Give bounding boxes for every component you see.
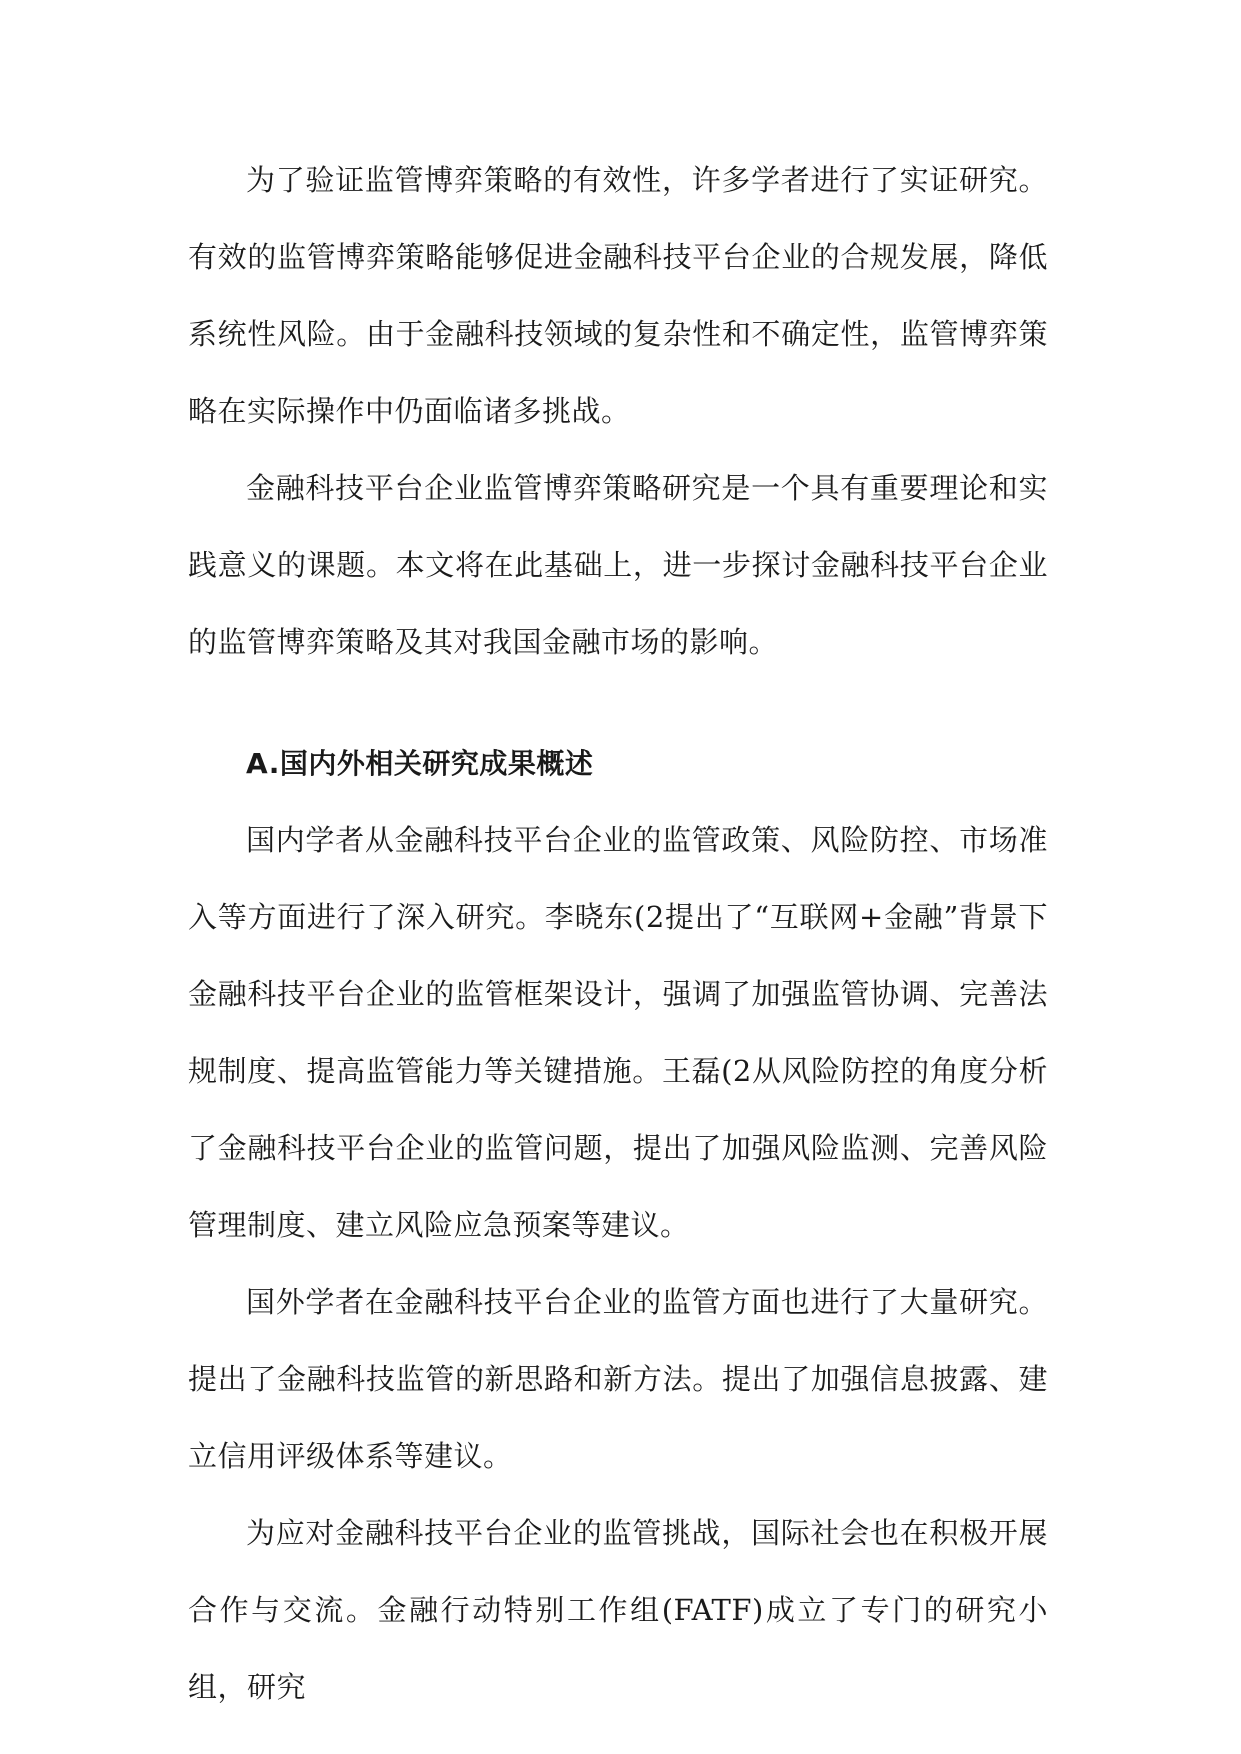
body-paragraph: 金融科技平台企业监管博弈策略研究是一个具有重要理论和实践意义的课题。本文将在此基础上，进一步探讨金融科技平台企业的监管博弈策略及其对我国金融市场的影响。 — [188, 471, 1048, 659]
body-paragraph: 国内学者从金融科技平台企业的监管政策、风险防控、市场准入等方面进行了深入研究。李晓东(2提出了“互联网+金融”背景下金融科技平台企业的监管框架设计，强调了加强监管协调、完善法规制度、提高监管能力等关键措施。王磊(2从风险防控的角度分析了金融科技平台企业的监管问题，提出了加强风险监测、完善风险管理制度、建立风险应急预案等建议。 — [188, 823, 1048, 1242]
body-paragraph: 为应对金融科技平台企业的监管挑战，国际社会也在积极开展合作与交流。金融行动特别工作组(FATF)成立了专门的研究小组，研究 — [188, 1516, 1048, 1704]
section-heading: A.国内外相关研究成果概述 — [246, 747, 594, 780]
body-paragraph: 国外学者在金融科技平台企业的监管方面也进行了大量研究。提出了金融科技监管的新思路和新方法。提出了加强信息披露、建立信用评级体系等建议。 — [188, 1285, 1048, 1473]
body-paragraph: 为了验证监管博弈策略的有效性，许多学者进行了实证研究。有效的监管博弈策略能够促进金融科技平台企业的合规发展，降低系统性风险。由于金融科技领域的复杂性和不确定性，监管博弈策略在实际操作中仍面临诸多挑战。 — [188, 163, 1048, 428]
document-body — [188, 142, 1048, 1726]
